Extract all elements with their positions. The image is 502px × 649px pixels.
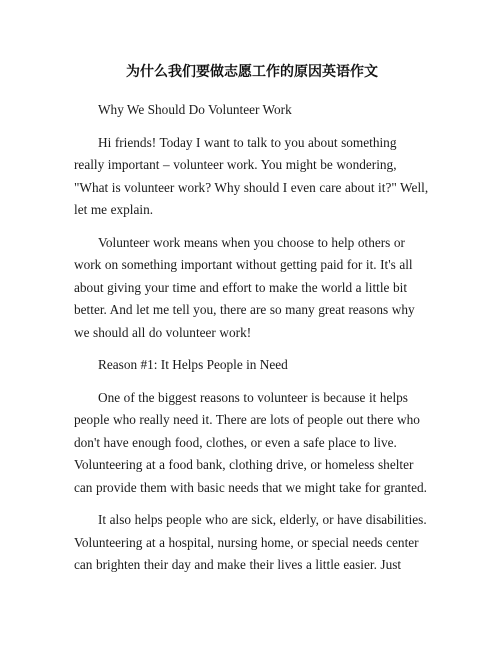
document-title: 为什么我们要做志愿工作的原因英语作文 [126,64,378,80]
reason-1-heading: Reason #1: It Helps People in Need [98,357,288,372]
intro-paragraph: Hi friends! Today I want to talk to you about something really important – volunteer work. You might be wondering, "What is volunteer work? Why should I even care about it?" Well, let me explain. [74,134,429,217]
reason-1-paragraph-1: One of the biggest reasons to volunteer is because it helps people who really need it. There are lots of people out there who don't have enough food, clothes, or even a safe place to live. Volunteering at a food bank, clothing drive, or homeless shelter can provide them with basic needs that we might take for granted. [74,389,427,495]
essay-subtitle: Why We Should Do Volunteer Work [98,102,292,117]
definition-paragraph: Volunteer work means when you choose to help others or work on something important without getting paid for it. It's all about giving your time and effort to make the world a little bit better. And let me tell you, there are so many great reasons why we should all do volunteer work! [74,234,415,340]
reason-1-paragraph-2: It also helps people who are sick, elderly, or have disabilities. Volunteering at a hospital, nursing home, or special needs center can brighten their day and make their lives a little easier. Just [74,512,427,572]
